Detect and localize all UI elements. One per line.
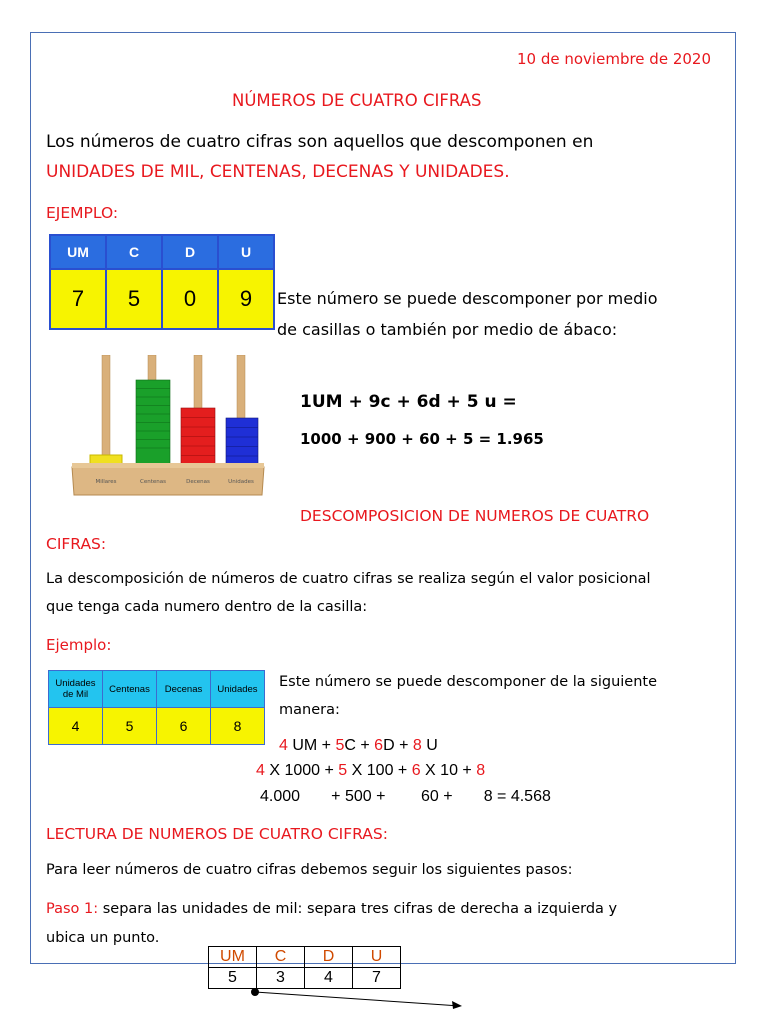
digit: 6 [411, 762, 421, 779]
abacus-label-millares: Millares [95, 479, 117, 485]
decomposition-step-1 [279, 737, 438, 755]
digit: 8 [412, 737, 422, 754]
place-value-table-1 [49, 234, 275, 330]
example2-description-1: Este número se puede descomponer de la siguiente [279, 674, 657, 690]
example-description-2: de casillas o también por medio de ábaco: [277, 320, 618, 339]
header-unidades-de-mil: Unidades de Mil [49, 671, 103, 708]
digit: 5 [335, 737, 345, 754]
value-um: 5 [209, 968, 257, 989]
step-text: UM + [287, 737, 336, 754]
digit: 4 [256, 762, 265, 779]
example-label: EJEMPLO: [46, 204, 119, 222]
abacus-label-decenas: Decenas [186, 479, 210, 485]
paso-1 [46, 901, 617, 917]
header-um: UM [50, 235, 106, 269]
value-u: 7 [353, 968, 401, 989]
paso-1-text: separa las unidades de mil: separa tres cifras de derecha a izquierda y [98, 901, 618, 917]
example-description-1: Este número se puede descomponer por medio [277, 289, 658, 308]
digit: 8 [476, 762, 486, 779]
decomposition-step-2 [256, 762, 485, 780]
header-d: D [305, 947, 353, 968]
abacus-label-unidades: Unidades [228, 479, 254, 485]
digit: 6 [374, 737, 384, 754]
digit: 4 [279, 737, 288, 754]
example2-label: Ejemplo: [46, 636, 112, 654]
paso-1-text-cont: ubica un punto. [46, 930, 160, 946]
paso-1-label: Paso 1: [46, 901, 99, 917]
decomposition-heading: DESCOMPOSICION DE NUMEROS DE CUATRO [300, 507, 650, 525]
value-c: 5 [106, 269, 162, 329]
value-unidades: 8 [211, 708, 265, 745]
equation-line-2: 1000 + 900 + 60 + 5 = 1.965 [300, 430, 544, 448]
header-c: C [257, 947, 305, 968]
decomposition-step-3: 4.000 + 500 + 60 + 8 = 4.568 [260, 788, 551, 805]
header-decenas: Decenas [157, 671, 211, 708]
lectura-heading: LECTURA DE NUMEROS DE CUATRO CIFRAS: [46, 825, 388, 843]
example2-description-2: manera: [279, 702, 340, 718]
value-unidades-de-mil: 4 [49, 708, 103, 745]
point-arrow [240, 975, 480, 1015]
header-c: C [106, 235, 162, 269]
abacus-label-centenas: Centenas [140, 479, 166, 485]
value-c: 3 [257, 968, 305, 989]
header-u: U [218, 235, 274, 269]
digit: 5 [338, 762, 348, 779]
step-text: X 1000 + [264, 762, 339, 779]
place-value-table-2 [48, 670, 265, 745]
header-u: U [353, 947, 401, 968]
intro-line-2: UNIDADES DE MIL, CENTENAS, DECENAS Y UNIDADES. [46, 162, 510, 182]
page-title: NÚMEROS DE CUATRO CIFRAS [232, 91, 482, 110]
step-text: C + [344, 737, 375, 754]
step-text: U [421, 737, 438, 754]
header-centenas: Centenas [103, 671, 157, 708]
value-um: 7 [50, 269, 106, 329]
value-d: 0 [162, 269, 218, 329]
value-centenas: 5 [103, 708, 157, 745]
value-u: 9 [218, 269, 274, 329]
step-text: X 10 + [420, 762, 477, 779]
equation-line-1: 1UM + 9c + 6d + 5 u = [300, 392, 517, 412]
step-text: D + [383, 737, 413, 754]
decomposition-paragraph-1: La descomposición de números de cuatro cifras se realiza según el valor posicional [46, 571, 651, 587]
value-d: 4 [305, 968, 353, 989]
value-decenas: 6 [157, 708, 211, 745]
date: 10 de noviembre de 2020 [517, 50, 711, 68]
intro-line-1: Los números de cuatro cifras son aquellos que descomponen en [46, 132, 594, 152]
abacus-image [64, 355, 274, 505]
header-um: UM [209, 947, 257, 968]
header-d: D [162, 235, 218, 269]
decomposition-heading-cont: CIFRAS: [46, 535, 107, 553]
lectura-paragraph: Para leer números de cuatro cifras debemos seguir los siguientes pasos: [46, 862, 573, 878]
decomposition-paragraph-2: que tenga cada numero dentro de la casilla: [46, 599, 368, 615]
header-unidades: Unidades [211, 671, 265, 708]
step-text: X 100 + [347, 762, 412, 779]
